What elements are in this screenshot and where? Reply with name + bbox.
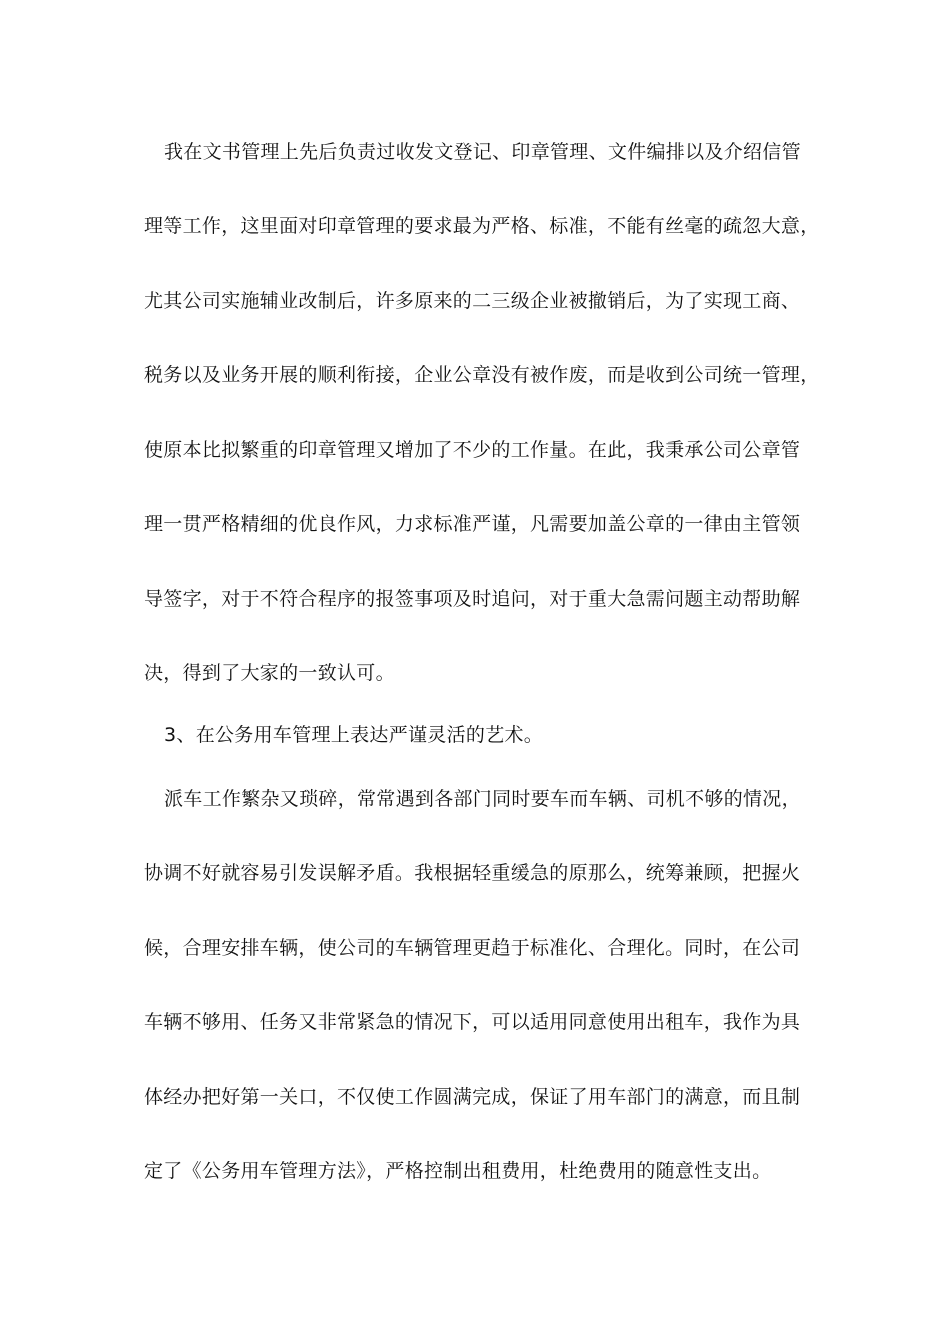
paragraph-line: 体经办把好第一关口，不仅使工作圆满完成，保证了用车部门的满意，而且制 xyxy=(144,1086,801,1108)
paragraph-line: 使原本比拟繁重的印章管理又增加了不少的工作量。在此，我秉承公司公章管 xyxy=(144,439,801,461)
paragraph-line: 车辆不够用、任务又非常紧急的情况下，可以适用同意使用出租车，我作为具 xyxy=(144,1011,801,1033)
paragraph-line: 定了《公务用车管理方法》，严格控制出租费用，杜绝费用的随意性支出。 xyxy=(144,1160,772,1182)
paragraph-line: 决，得到了大家的一致认可。 xyxy=(144,662,395,684)
paragraph-line: 尤其公司实施辅业改制后，许多原来的二三级企业被撤销后，为了实现工商、 xyxy=(144,290,801,312)
section-heading: 3、在公务用车管理上表达严谨灵活的艺术。 xyxy=(164,724,544,746)
paragraph-line: 我在文书管理上先后负责过收发文登记、印章管理、文件编排以及介绍信管 xyxy=(164,141,801,163)
paragraph-line: 税务以及业务开展的顺利衔接，企业公章没有被作废，而是收到公司统一管理， xyxy=(144,364,820,386)
paragraph-line: 导签字，对于不符合程序的报签事项及时追问，对于重大急需问题主动帮助解 xyxy=(144,588,801,610)
paragraph-line: 协调不好就容易引发误解矛盾。我根据轻重缓急的原那么，统筹兼顾，把握火 xyxy=(144,862,801,884)
paragraph-line: 派车工作繁杂又琐碎，常常遇到各部门同时要车而车辆、司机不够的情况， xyxy=(164,788,801,810)
paragraph-line: 理一贯严格精细的优良作风，力求标准严谨，凡需要加盖公章的一律由主管领 xyxy=(144,513,801,535)
paragraph-line: 候，合理安排车辆，使公司的车辆管理更趋于标准化、合理化。同时，在公司 xyxy=(144,937,801,959)
paragraph-line: 理等工作，这里面对印章管理的要求最为严格、标准，不能有丝毫的疏忽大意， xyxy=(144,215,820,237)
